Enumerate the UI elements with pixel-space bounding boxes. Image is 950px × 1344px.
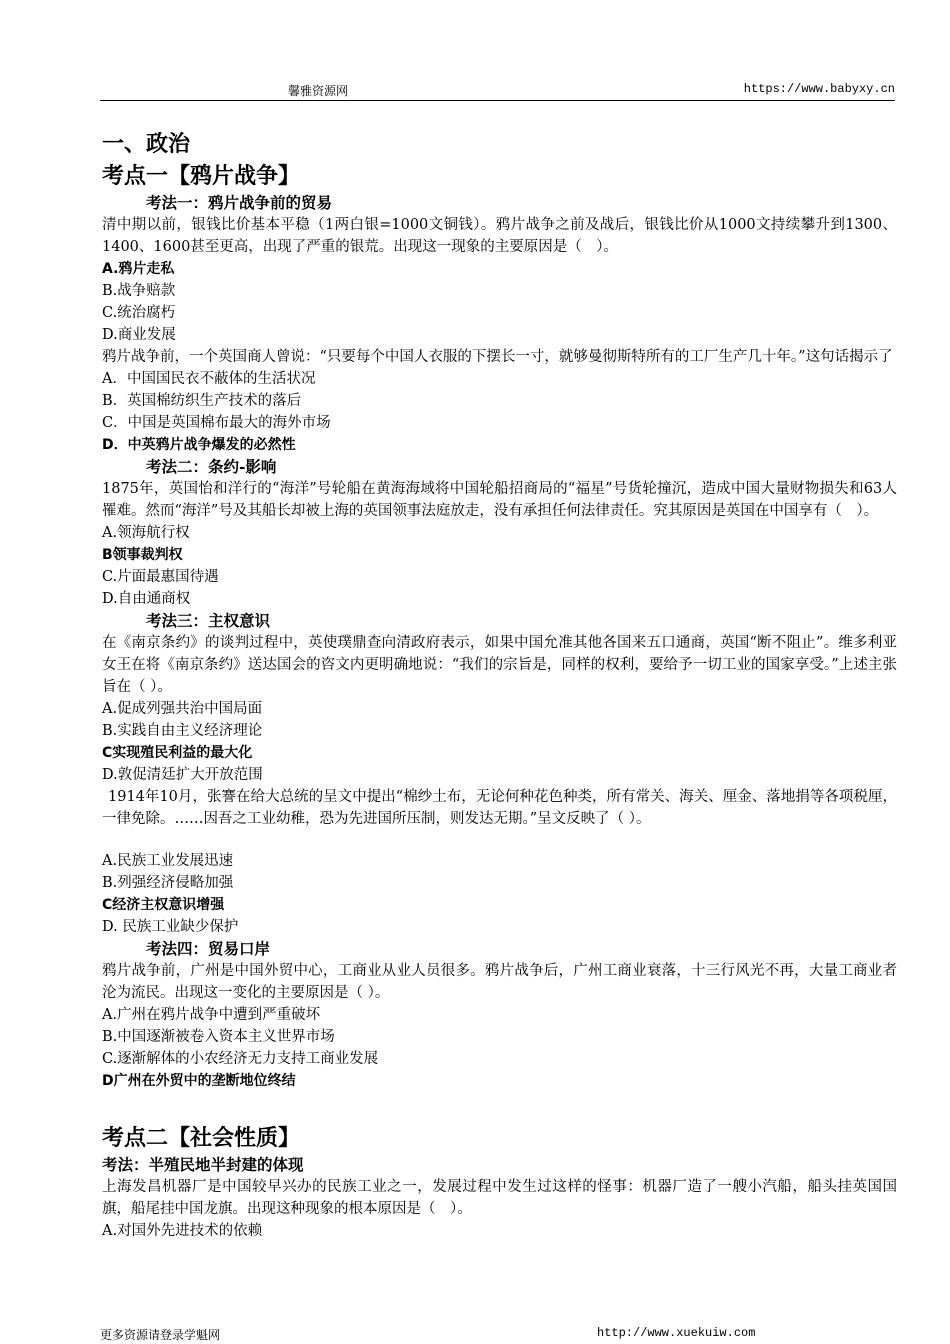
option-a: A.广州在鸦片战争中遭到严重破坏 <box>102 1007 321 1023</box>
method3-title: 考法三：主权意识 <box>146 611 271 630</box>
method2-title: 考法二：条约-影响 <box>146 457 277 476</box>
point1-title: 考点一【鸦片战争】 <box>102 164 301 189</box>
question-stem: 清中期以前，银钱比价基本平稳（1两白银=1000文铜钱）。鸦片战争之前及战后，银钱比价从1000文持续攀升到1300、1400、1600甚至更高，出现了严重的银荒。出现这一现象的主要原因是（ ）。 <box>102 217 897 255</box>
question-stem: 上海发昌机器厂是中国较早兴办的民族工业之一，发展过程中发生过这样的怪事：机器厂造了一艘小汽船，船头挂英国国旗，船尾挂中国龙旗。出现这种现象的根本原因是（ ）。 <box>102 1179 897 1217</box>
option-d: D. 民族工业缺少保护 <box>102 919 239 935</box>
option-d: D.敦促清廷扩大开放范围 <box>102 767 263 783</box>
option-b: B.实践自由主义经济理论 <box>102 723 263 739</box>
option-c-answer: C实现殖民利益的最大化 <box>102 745 253 761</box>
spacer <box>102 1092 897 1122</box>
footer-text: 更多资源请登录学魁网 <box>100 1328 221 1342</box>
option-c: C．中国是英国棉布最大的海外市场 <box>102 415 331 431</box>
option-b: B．英国棉纺织生产技术的落后 <box>102 393 302 409</box>
option-d: D.商业发展 <box>102 327 176 343</box>
option-c: C.统治腐朽 <box>102 305 176 321</box>
option-a: A.领海航行权 <box>102 525 190 541</box>
footer-url[interactable]: http://www.xuekuiw.com <box>597 1326 756 1340</box>
method4-title: 考法四：贸易口岸 <box>146 939 271 958</box>
option-c: C.片面最惠国待遇 <box>102 569 219 585</box>
option-c: C.逐渐解体的小农经济无力支持工商业发展 <box>102 1051 379 1067</box>
section-title: 一、政治 <box>102 132 191 157</box>
method1-title: 考法一：鸦片战争前的贸易 <box>146 193 333 212</box>
option-b-answer: B领事裁判权 <box>102 547 183 563</box>
point2-title: 考点二【社会性质】 <box>102 1126 301 1151</box>
document-body <box>102 130 897 1242</box>
option-a-answer: A.鸦片走私 <box>102 261 175 277</box>
spacer <box>102 830 897 850</box>
option-a: A.促成列强共治中国局面 <box>102 701 263 717</box>
header-site-name: 馨雅资源网 <box>288 84 349 98</box>
question-stem: 1875年，英国怡和洋行的“海洋”号轮船在黄海海域将中国轮船招商局的“福星”号货轮撞沉，造成中国大量财物损失和63人罹难。然而“海洋”号及其船长却被上海的英国领事法庭放走，没有承担任何法律责任。究其原因是英国在中国享有（ ）。 <box>102 481 897 519</box>
option-b: B.战争赔款 <box>102 283 176 299</box>
option-d-answer: D．中英鸦片战争爆发的必然性 <box>102 437 296 453</box>
option-a: A．中国国民衣不蔽体的生活状况 <box>102 371 316 387</box>
question-stem: 鸦片战争前，一个英国商人曾说：“只要每个中国人衣服的下摆长一寸，就够曼彻斯特所有的工厂生产几十年。”这句话揭示了 <box>102 349 893 365</box>
page-header <box>100 80 895 101</box>
option-b: B.中国逐渐被卷入资本主义世界市场 <box>102 1029 335 1045</box>
option-d-answer: D广州在外贸中的垄断地位终结 <box>102 1073 296 1089</box>
header-url[interactable]: https://www.babyxy.cn <box>743 82 895 96</box>
point2-method-title: 考法：半殖民地半封建的体现 <box>102 1155 304 1174</box>
option-d: D.自由通商权 <box>102 591 191 607</box>
question-stem: 在《南京条约》的谈判过程中，英使璞鼎查向清政府表示，如果中国允准其他各国来五口通商，英国“断不阻止”。维多利亚女王在将《南京条约》送达国会的咨文内更明确地说：“我们的宗旨是，同样的权利，要给予一切工业的国家享受。”上述主张旨在（ ）。 <box>102 635 897 695</box>
page-footer <box>100 1326 895 1342</box>
option-a: A.民族工业发展迅速 <box>102 853 234 869</box>
question-stem: 1914年10月，张謇在给大总统的呈文中提出“棉纱土布，无论何种花色种类，所有常关、海关、厘金、落地捐等各项税厘，一律免除。……因吾之工业幼稚，恐为先进国所压制，则发达无期。”呈文反映了（ ）。 <box>102 789 897 827</box>
option-a: A.对国外先进技术的依赖 <box>102 1223 263 1239</box>
option-c-answer: C经济主权意识增强 <box>102 897 225 913</box>
question-stem: 鸦片战争前，广州是中国外贸中心，工商业从业人员很多。鸦片战争后，广州工商业衰落，十三行风光不再，大量工商业者沦为流民。出现这一变化的主要原因是（ ）。 <box>102 963 897 1001</box>
option-b: B.列强经济侵略加强 <box>102 875 234 891</box>
